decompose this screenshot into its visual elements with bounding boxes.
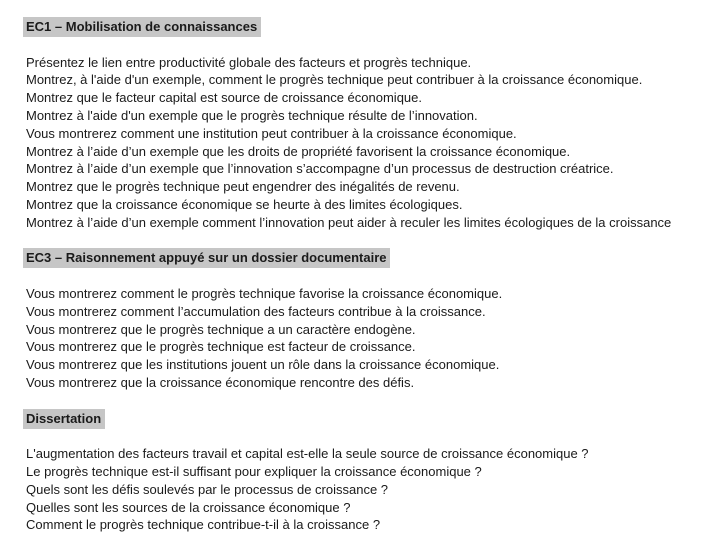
section-heading bbox=[26, 18, 717, 36]
question-line: Vous montrerez comment une institution peut contribuer à la croissance économique. bbox=[26, 125, 517, 141]
question-line: Montrez que la croissance économique se heurte à des limites écologiques. bbox=[26, 196, 463, 212]
question-line: Montrez que le facteur capital est source de croissance économique. bbox=[26, 90, 422, 106]
section-heading bbox=[26, 249, 717, 267]
question-line: Présentez le lien entre productivité globale des facteurs et progrès technique. bbox=[26, 54, 472, 70]
question-line: Montrez, à l'aide d'un exemple, comment le progrès technique peut contribuer à la croissance économique. bbox=[26, 72, 643, 88]
question-line: Vous montrerez que le progrès technique est facteur de croissance. bbox=[26, 339, 416, 355]
question-line: Quelles sont les sources de la croissance économique ? bbox=[26, 499, 351, 515]
question-line: Montrez à l’aide d’un exemple comment l’innovation peut aider à reculer les limites écologiques de la croissance bbox=[26, 214, 672, 230]
question-line: Vous montrerez que le progrès technique a un caractère endogène. bbox=[26, 321, 416, 337]
section-heading bbox=[26, 410, 717, 428]
question-line: Comment le progrès technique contribue-t-il à la croissance ? bbox=[26, 517, 381, 533]
question-line: Montrez que le progrès technique peut engendrer des inégalités de revenu. bbox=[26, 179, 460, 195]
section-heading-text: Dissertation bbox=[23, 409, 105, 429]
section bbox=[26, 410, 717, 535]
question-line: Vous montrerez que les institutions jouent un rôle dans la croissance économique. bbox=[26, 357, 500, 373]
question-line: Le progrès technique est-il suffisant pour expliquer la croissance économique ? bbox=[26, 463, 482, 479]
question-line: L'augmentation des facteurs travail et capital est-elle la seule source de croissance économique ? bbox=[26, 446, 589, 462]
question-line: Vous montrerez comment le progrès technique favorise la croissance économique. bbox=[26, 285, 503, 301]
section bbox=[26, 249, 717, 391]
section-heading-text: EC1 – Mobilisation de connaissances bbox=[23, 17, 261, 37]
section-lines bbox=[26, 445, 717, 534]
question-line: Montrez à l'aide d'un exemple que le progrès technique résulte de l’innovation. bbox=[26, 107, 478, 123]
question-line: Vous montrerez comment l’accumulation des facteurs contribue à la croissance. bbox=[26, 303, 486, 319]
question-line: Vous montrerez que la croissance économique rencontre des défis. bbox=[26, 374, 415, 390]
section-lines bbox=[26, 54, 717, 232]
question-line: Quels sont les défis soulevés par le processus de croissance ? bbox=[26, 481, 389, 497]
section bbox=[26, 18, 717, 232]
question-line: Montrez à l’aide d’un exemple que l’innovation s’accompagne d’un processus de destruction créatrice. bbox=[26, 161, 614, 177]
section-heading-text: EC3 – Raisonnement appuyé sur un dossier documentaire bbox=[23, 248, 390, 268]
section-lines bbox=[26, 285, 717, 392]
document-body bbox=[26, 18, 717, 534]
question-line: Montrez à l’aide d’un exemple que les droits de propriété favorisent la croissance économique. bbox=[26, 143, 571, 159]
